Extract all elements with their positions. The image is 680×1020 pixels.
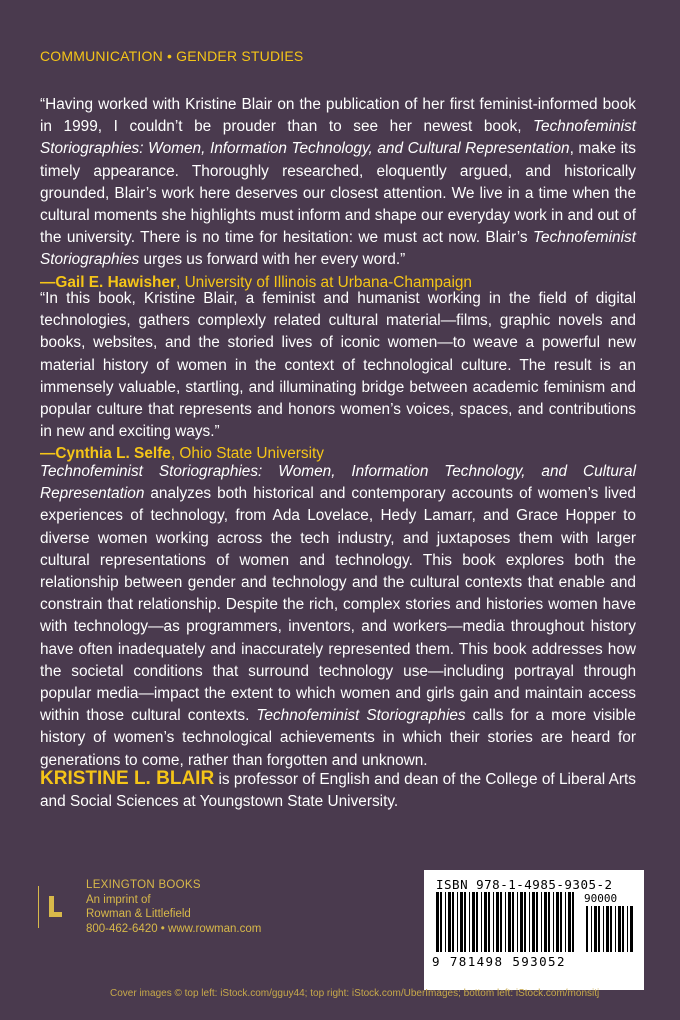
quote-text: urges us forward with her every word.”: [139, 251, 406, 269]
barcode-bar: [481, 892, 482, 952]
barcode-bar: [445, 892, 446, 952]
barcode-bar: [436, 892, 439, 952]
barcode-bar: [500, 892, 502, 952]
attribution: —Gail E. Hawisher, University of Illinois at Urbana-Champaign: [40, 273, 472, 291]
endorser-affiliation: Ohio State University: [179, 445, 324, 463]
barcode-bar: [529, 892, 530, 952]
quote-text: , make its timely appearance. Thoroughly researched, eloquently argued, and historically grounded, Blair’s work here deserves our closest attention. We live in a time when the cultural moments she highlights must inform and shape our everyday work in and out of the university. There is no time for hesitation: we must act now. Blair’s: [40, 140, 636, 247]
barcode-bar: [556, 892, 559, 952]
barcode-bar: [524, 892, 526, 952]
barcode-bar: [560, 892, 562, 952]
barcode-bar: [476, 892, 478, 952]
ean-barcode: [434, 892, 576, 956]
author-bio: [40, 768, 636, 813]
barcode-bar: [493, 892, 494, 952]
endorser-name: —Gail E. Hawisher: [40, 273, 176, 291]
bio-text: is professor of English and dean of the College of Liberal Arts and Social Sciences at Youngstown State University.: [40, 771, 636, 810]
endorsement-selfe: [40, 288, 636, 466]
barcode-bar: [505, 892, 506, 952]
ean-digits: 9 781498 593052: [432, 954, 566, 969]
description-text: calls for a more visible history of women’s technological achievements in which their stories are heard for generations to come, rather than forgotten and unknown.: [40, 707, 636, 769]
barcode-bar: [615, 906, 616, 952]
quote-text: “In this book, Kristine Blair, a feminist and humanist working in the field of digital technologies, gathers complexly related cultural material—films, graphic novels and books, websites, and the storied lives of iconic women—to weave a powerful new material history of women in the context of technological culture. The result is an immensely valuable, startling, and illuminating bridge between academic feminism and popular culture that represents and honors women’s voices, spaces, and contributions in new and exciting ways.”: [40, 290, 636, 441]
barcode-bar: [469, 892, 470, 952]
barcode-bar: [508, 892, 511, 952]
endorser-affiliation: University of Illinois at Urbana-Champaign: [184, 273, 472, 291]
publisher-block: [38, 878, 298, 938]
book-title: Technofeminist Storiographies: [256, 707, 466, 725]
barcode-bar: [603, 906, 604, 952]
barcode-bar: [606, 906, 609, 952]
barcode-bar: [448, 892, 451, 952]
publisher-text: [86, 878, 261, 936]
publisher-name: LEXINGTON BOOKS: [86, 879, 201, 891]
cover-image-credits: Cover images © top left: iStock.com/gguy44; top right: iStock.com/UberImages; bottom left: iStock.com/monsitj: [110, 988, 600, 999]
barcode-bar: [512, 892, 514, 952]
barcode-bar: [517, 892, 518, 952]
price-code: 90000: [584, 892, 618, 905]
barcode-bar: [544, 892, 547, 952]
barcode-bar: [496, 892, 499, 952]
barcode-bar: [553, 892, 554, 952]
barcode-bar: [532, 892, 535, 952]
publisher-parent: Rowman & Littlefield: [86, 908, 191, 920]
barcode-bar: [586, 906, 588, 952]
barcode-bar: [568, 892, 571, 952]
barcode-bar: [536, 892, 538, 952]
barcode-bar: [572, 892, 574, 952]
barcode-bar: [548, 892, 550, 952]
author-name: KRISTINE L. BLAIR: [40, 768, 215, 789]
barcode-bar: [541, 892, 542, 952]
addon-barcode: [584, 906, 636, 954]
barcode-bar: [457, 892, 458, 952]
endorser-name: —Cynthia L. Selfe: [40, 445, 171, 463]
barcode-bar: [622, 906, 624, 952]
publisher-contact: 800-462-6420 • www.rowman.com: [86, 922, 262, 935]
barcode-bar: [488, 892, 490, 952]
isbn-number: ISBN 978-1-4985-9305-2: [436, 877, 613, 892]
description-text: analyzes both historical and contemporary accounts of women’s lived experiences of technology, from Ada Lovelace, Hedy Lamarr, and Grace Hopper to diverse women working across the tech industry, and juxtaposes them with larger cultural representations of women and technology. This book explores both the relationship between gender and technology and the cultural contexts that enable and constrain that relationship. Despite the rich, complex stories and histories women have with technology—as programmers, inventors, and workers—media throughout history have often inadequately and inaccurately represented them. This book addresses how the societal conditions that surround technology use—including portrayal through popular media—impact the extent to which women and girls gain and maintain access within those cultural contexts.: [40, 485, 636, 725]
book-title: Technofeminist Storiographies: Women, Information Technology, and Cultural Representation: [40, 463, 636, 503]
barcode-bar: [484, 892, 487, 952]
category-label: COMMUNICATION • GENDER STUDIES: [40, 48, 304, 64]
book-title: Technofeminist Storiographies: [40, 229, 636, 269]
barcode-bar: [565, 892, 566, 952]
lexington-logo-icon: [43, 890, 65, 924]
endorsement-hawisher: [40, 94, 636, 294]
quote-text: “Having worked with Kristine Blair on the publication of her first feminist-informed book in 1999, I couldn’t be prouder than to see her newest book,: [40, 96, 636, 136]
barcode-bar: [440, 892, 442, 952]
barcode-bar: [520, 892, 523, 952]
barcode-bar: [452, 892, 454, 952]
barcode-bar: [618, 906, 621, 952]
book-description: [40, 461, 636, 772]
barcode-bar: [460, 892, 463, 952]
barcode-bar: [464, 892, 466, 952]
barcode-bar: [630, 906, 633, 952]
barcode-bar: [627, 906, 628, 952]
barcode-bar: [472, 892, 475, 952]
isbn-barcode: [424, 870, 644, 990]
publisher-imprint: An imprint of: [86, 893, 151, 906]
barcode-bar: [610, 906, 612, 952]
barcode-bar: [594, 906, 597, 952]
attribution: —Cynthia L. Selfe, Ohio State University: [40, 445, 324, 463]
book-title: Technofeminist Storiographies: Women, Information Technology, and Cultural Representation: [40, 118, 636, 158]
barcode-bar: [598, 906, 600, 952]
publisher-logo: [38, 886, 69, 928]
barcode-bar: [591, 906, 592, 952]
